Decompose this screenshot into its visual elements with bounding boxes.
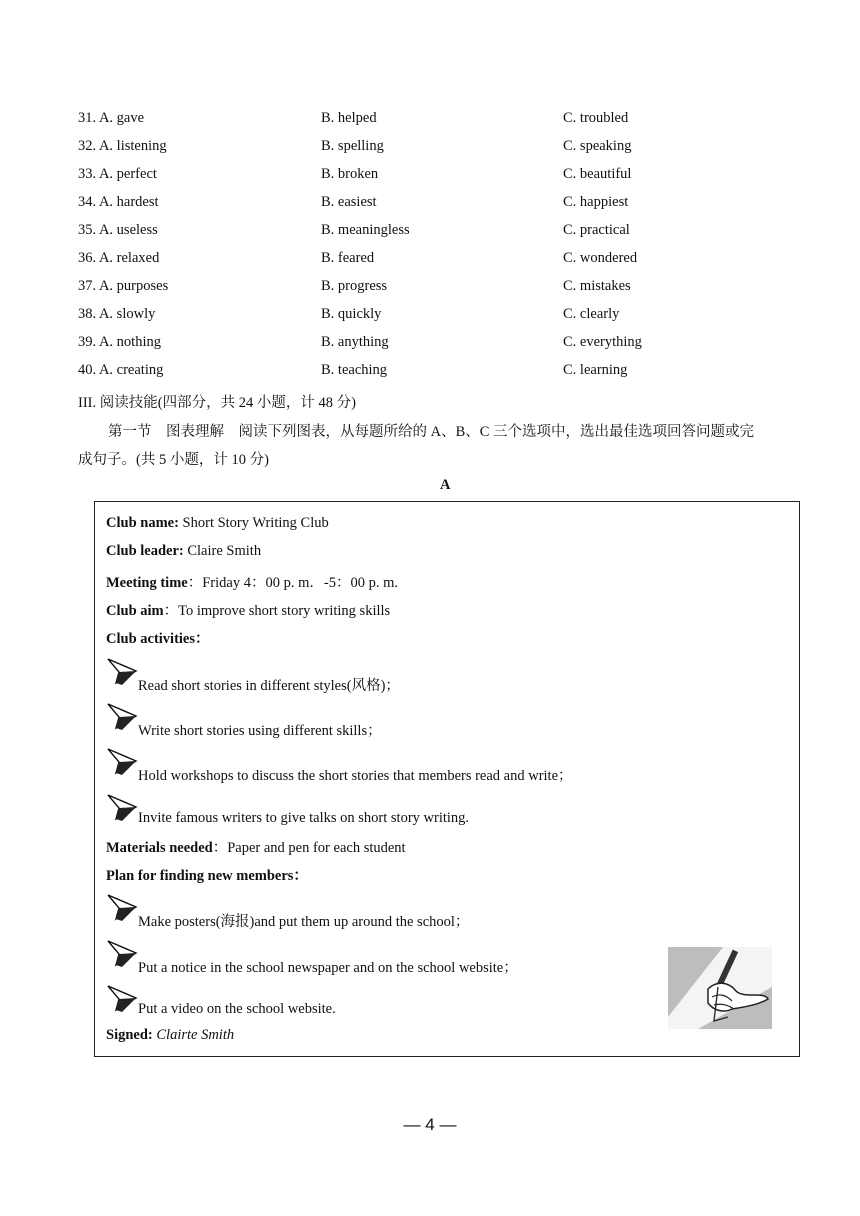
activity-text: Write short stories using different skills； (138, 723, 382, 739)
plan-line (106, 864, 308, 885)
club-activities-line (106, 627, 210, 648)
option-b: B. feared (321, 250, 375, 266)
activity-text: Invite famous writers to give talks on short story writing. (138, 810, 470, 826)
option-a: 36. A. relaxed (78, 250, 160, 266)
club-name-line (106, 515, 329, 532)
question-40-options (78, 362, 798, 382)
question-35-options (78, 222, 798, 242)
option-b: B. spelling (321, 138, 384, 154)
signed-value: Clairte Smith (156, 1027, 235, 1043)
question-36-options (78, 250, 798, 270)
option-c: C. everything (563, 334, 642, 350)
option-b: B. anything (321, 334, 389, 350)
option-a: 34. A. hardest (78, 194, 159, 210)
club-aim-label: Club aim (106, 603, 164, 619)
option-b: B. quickly (321, 306, 382, 322)
question-39-options (78, 334, 798, 354)
question-33-options (78, 166, 798, 186)
arrow-bullet-icon (106, 747, 138, 779)
option-b: B. helped (321, 110, 377, 126)
club-activities-label: Club activities： (106, 631, 210, 647)
option-b: B. broken (321, 166, 379, 182)
option-a: 37. A. purposes (78, 278, 169, 294)
option-a: 38. A. slowly (78, 306, 156, 322)
plan-label: Plan for finding new members： (106, 868, 308, 884)
option-c: C. wondered (563, 250, 638, 266)
arrow-bullet-icon (106, 939, 138, 971)
plan-text: Make posters(海报)and put them up around the school； (138, 914, 470, 930)
arrow-bullet-icon (106, 702, 138, 734)
arrow-bullet-icon (106, 893, 138, 925)
option-c: C. practical (563, 222, 630, 238)
option-c: C. happiest (563, 194, 629, 210)
plan-text: Put a video on the school website. (138, 1001, 336, 1017)
instruction-line-2: 成句子。(共 5 小题，计 10 分) (78, 452, 269, 468)
materials-line (106, 836, 406, 857)
club-name-value: Short Story Writing Club (178, 515, 329, 531)
option-a: 32. A. listening (78, 138, 167, 154)
option-a: 40. A. creating (78, 362, 164, 378)
meeting-time-label: Meeting time (106, 575, 188, 591)
option-c: C. learning (563, 362, 628, 378)
signed-label: Signed: (106, 1027, 153, 1043)
question-37-options (78, 278, 798, 298)
page-number: — 4 — (403, 1115, 457, 1134)
option-a: 35. A. useless (78, 222, 158, 238)
club-aim-value: ：To improve short story writing skills (163, 603, 391, 619)
arrow-bullet-icon (106, 793, 138, 825)
section-heading: III. 阅读技能(四部分，共 24 小题，计 48 分) (78, 395, 356, 411)
option-b: B. teaching (321, 362, 388, 378)
signed-line (106, 1027, 234, 1044)
question-31-options (78, 110, 798, 130)
instruction-line-1: 第一节 图表理解 阅读下列图表，从每题所给的 A、B、C 三个选项中，选出最佳选项回答问题或完 (108, 424, 755, 440)
option-c: C. troubled (563, 110, 629, 126)
activity-text: Read short stories in different styles(风格)； (138, 678, 400, 694)
question-38-options (78, 306, 798, 326)
club-leader-value: Claire Smith (183, 543, 262, 559)
option-c: C. mistakes (563, 278, 631, 294)
club-name-label: Club name: (106, 515, 179, 531)
option-a: 39. A. nothing (78, 334, 161, 350)
passage-label: A (440, 477, 451, 493)
club-leader-label: Club leader: (106, 543, 184, 559)
option-a: 33. A. perfect (78, 166, 157, 182)
arrow-bullet-icon (106, 984, 138, 1016)
option-a: 31. A. gave (78, 110, 145, 126)
question-32-options (78, 138, 798, 158)
arrow-bullet-icon (106, 657, 138, 689)
option-c: C. beautiful (563, 166, 632, 182)
option-b: B. progress (321, 278, 388, 294)
materials-value: ：Paper and pen for each student (212, 840, 406, 856)
materials-label: Materials needed (106, 840, 213, 856)
club-aim-line (106, 599, 390, 620)
option-c: C. clearly (563, 306, 620, 322)
meeting-time-value: ：Friday 4：00 p. m．-5：00 p. m. (187, 575, 398, 591)
meeting-time-line (106, 571, 398, 592)
option-b: B. meaningless (321, 222, 410, 238)
club-info-box (94, 501, 800, 1057)
option-c: C. speaking (563, 138, 632, 154)
activity-text: Hold workshops to discuss the short stories that members read and write； (138, 768, 573, 784)
writing-hand-illustration (668, 947, 772, 1029)
option-b: B. easiest (321, 194, 377, 210)
plan-text: Put a notice in the school newspaper and on the school website； (138, 960, 518, 976)
club-leader-line (106, 543, 261, 560)
question-34-options (78, 194, 798, 214)
